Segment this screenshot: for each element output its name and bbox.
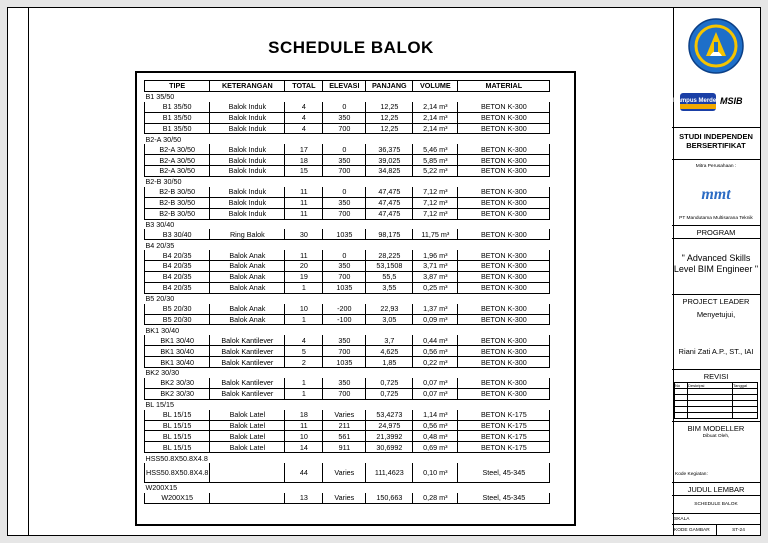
table-cell: 700 xyxy=(323,272,366,283)
table-cell: 5,22 m³ xyxy=(413,166,458,177)
group-label: B2-A 30/50 xyxy=(145,134,182,144)
table-cell: Balok Induk xyxy=(210,123,285,134)
table-cell xyxy=(210,493,285,503)
table-cell: BETON K-300 xyxy=(458,250,550,260)
column-header: TIPE xyxy=(145,81,210,92)
table-cell: BL 15/15 xyxy=(145,442,210,453)
table-cell: 21,3992 xyxy=(366,431,413,442)
table-cell: 34,825 xyxy=(366,166,413,177)
table-row xyxy=(145,314,550,325)
column-header: KETERANGAN xyxy=(210,81,285,92)
table-row xyxy=(145,420,550,431)
judul-label-section xyxy=(672,482,760,496)
table-row xyxy=(145,410,550,420)
table-row xyxy=(145,272,550,283)
table-cell: Balok Anak xyxy=(210,261,285,272)
table-cell: BETON K-300 xyxy=(458,208,550,219)
table-row xyxy=(145,250,550,260)
table-cell: 0,09 m³ xyxy=(413,314,458,325)
group-label: B1 35/50 xyxy=(145,92,175,102)
mitra-name: PT Mandutama Multisarana Teknik xyxy=(679,216,753,221)
table-cell: B3 30/40 xyxy=(145,229,210,239)
table-cell: 3,55 xyxy=(366,282,413,293)
table-cell: Balok Latel xyxy=(210,410,285,420)
table-cell: 350 xyxy=(323,335,366,345)
table-cell: B5 20/30 xyxy=(145,314,210,325)
table-cell: Ring Balok xyxy=(210,229,285,239)
group-label: B3 30/40 xyxy=(145,219,175,229)
table-cell: 350 xyxy=(323,378,366,388)
judul-lembar-label: JUDUL LEMBAR xyxy=(687,485,745,494)
table-cell: 1035 xyxy=(323,357,366,368)
table-cell: BETON K-300 xyxy=(458,123,550,134)
table-cell: Varies xyxy=(323,410,366,420)
table-cell: B2-B 30/50 xyxy=(145,187,210,197)
table-cell: 11 xyxy=(285,187,323,197)
table-cell: 3,87 m³ xyxy=(413,272,458,283)
table-cell: 1035 xyxy=(323,229,366,239)
group-label: BL 15/15 xyxy=(145,400,175,410)
leader-approve: Menyetujui, xyxy=(696,310,736,319)
kampus-merdeka-text: Kampus Merdeka xyxy=(673,98,723,104)
group-row xyxy=(145,219,550,229)
table-cell: 0,22 m³ xyxy=(413,357,458,368)
table-cell: 0,07 m³ xyxy=(413,388,458,399)
table-cell: 1,85 xyxy=(366,357,413,368)
table-cell: Balok Anak xyxy=(210,282,285,293)
group-label: BK2 30/30 xyxy=(145,368,180,378)
table-cell: 13 xyxy=(285,493,323,503)
table-cell: BETON K-300 xyxy=(458,357,550,368)
table-row xyxy=(145,346,550,357)
table-cell: Balok Induk xyxy=(210,208,285,219)
table-row xyxy=(145,187,550,197)
program-name-section xyxy=(672,238,760,295)
table-cell: Balok Kantilever xyxy=(210,335,285,345)
table-cell: 44 xyxy=(285,463,323,483)
table-row xyxy=(145,282,550,293)
table-row xyxy=(145,357,550,368)
table-cell: BETON K-300 xyxy=(458,272,550,283)
modeller-label-section xyxy=(672,421,760,435)
table-cell: BETON K-300 xyxy=(458,304,550,314)
table-cell: BETON K-175 xyxy=(458,420,550,431)
bim-modeller-label: BIM MODELLER xyxy=(687,424,745,433)
tut-wuri-handayani-logo xyxy=(686,18,746,74)
table-cell: -100 xyxy=(323,314,366,325)
group-row xyxy=(145,453,550,463)
column-header: MATERIAL xyxy=(458,81,550,92)
skala-label: SKALA xyxy=(674,517,690,522)
table-cell: B4 20/35 xyxy=(145,282,210,293)
schedule-frame xyxy=(135,71,576,526)
table-cell: 111,4623 xyxy=(366,463,413,483)
table-cell: B5 20/30 xyxy=(145,304,210,314)
table-cell: 1,14 m³ xyxy=(413,410,458,420)
table-cell: 39,025 xyxy=(366,155,413,166)
modeller-by: Dibuat Oleh, xyxy=(702,434,730,439)
table-cell: BETON K-300 xyxy=(458,314,550,325)
table-cell: HSS50.8X50.8X4.8 xyxy=(145,463,210,483)
table-cell: Balok Induk xyxy=(210,144,285,154)
table-cell: BETON K-300 xyxy=(458,144,550,154)
table-cell: 55,5 xyxy=(366,272,413,283)
table-cell: 36,375 xyxy=(366,144,413,154)
leader-section xyxy=(672,307,760,369)
table-cell: BETON K-300 xyxy=(458,261,550,272)
table-cell: BL 15/15 xyxy=(145,431,210,442)
table-row xyxy=(145,229,550,239)
table-cell: B4 20/35 xyxy=(145,272,210,283)
table-cell: Steel, 45-345 xyxy=(458,493,550,503)
table-cell: B2-A 30/50 xyxy=(145,166,210,177)
table-cell: 2,14 m³ xyxy=(413,112,458,123)
table-cell: 24,975 xyxy=(366,420,413,431)
kampus-merdeka-logo xyxy=(673,90,723,114)
project-leader-label: PROJECT LEADER xyxy=(682,297,750,306)
table-cell: 1035 xyxy=(323,282,366,293)
table-cell: Balok Latel xyxy=(210,420,285,431)
column-header: VOLUME xyxy=(413,81,458,92)
table-cell: 3,05 xyxy=(366,314,413,325)
group-label: B4 20/35 xyxy=(145,240,175,250)
table-cell: Balok Induk xyxy=(210,166,285,177)
program-name: " Advanced Skills Level BIM Engineer " xyxy=(673,253,759,275)
table-cell: BETON K-300 xyxy=(458,112,550,123)
table-cell: 1 xyxy=(285,378,323,388)
table-cell: Balok Anak xyxy=(210,304,285,314)
revision-table xyxy=(674,382,758,419)
table-cell: 700 xyxy=(323,166,366,177)
table-cell: BL 15/15 xyxy=(145,420,210,431)
table-cell: 150,663 xyxy=(366,493,413,503)
table-cell: 700 xyxy=(323,208,366,219)
table-cell: BK2 30/30 xyxy=(145,378,210,388)
table-cell: BL 15/15 xyxy=(145,410,210,420)
table-row xyxy=(145,208,550,219)
modeller-section xyxy=(672,434,760,482)
table-row xyxy=(145,463,550,483)
table-row xyxy=(145,144,550,154)
group-row xyxy=(145,368,550,378)
table-cell: 20 xyxy=(285,261,323,272)
table-cell: Varies xyxy=(323,463,366,483)
table-cell: 350 xyxy=(323,197,366,208)
table-cell: B1 35/50 xyxy=(145,123,210,134)
table-row xyxy=(145,197,550,208)
table-cell: W200X15 xyxy=(145,493,210,503)
schedule-table xyxy=(144,80,550,504)
table-row xyxy=(145,442,550,453)
table-cell: 98,175 xyxy=(366,229,413,239)
table-cell: 11,75 m³ xyxy=(413,229,458,239)
table-cell: 0,69 m³ xyxy=(413,442,458,453)
table-cell: BETON K-300 xyxy=(458,388,550,399)
table-cell: 12,25 xyxy=(366,112,413,123)
table-cell: 3,7 xyxy=(366,335,413,345)
table-cell: B2-B 30/50 xyxy=(145,208,210,219)
table-cell: 0,07 m³ xyxy=(413,378,458,388)
table-cell: 12,25 xyxy=(366,102,413,112)
program-title: STUDI INDEPENDEN BERSERTIFIKAT xyxy=(679,132,753,151)
table-cell: 47,475 xyxy=(366,197,413,208)
table-cell: BETON K-300 xyxy=(458,229,550,239)
table-cell: 1 xyxy=(285,314,323,325)
kode-gambar-section xyxy=(672,524,760,536)
table-cell: 700 xyxy=(323,388,366,399)
table-cell: Balok Anak xyxy=(210,250,285,260)
table-body xyxy=(145,91,550,503)
table-cell: 4,625 xyxy=(366,346,413,357)
table-cell: BETON K-300 xyxy=(458,378,550,388)
table-cell: 5,85 m³ xyxy=(413,155,458,166)
program-title-section xyxy=(672,127,760,160)
table-cell: 911 xyxy=(323,442,366,453)
table-cell: 0,48 m³ xyxy=(413,431,458,442)
table-cell: Balok Kantilever xyxy=(210,378,285,388)
table-row xyxy=(145,378,550,388)
group-label: W200X15 xyxy=(145,483,178,493)
table-cell: 11 xyxy=(285,420,323,431)
table-cell xyxy=(210,463,285,483)
group-label: B5 20/30 xyxy=(145,294,175,304)
table-cell: 4 xyxy=(285,112,323,123)
table-cell: Balok Induk xyxy=(210,187,285,197)
table-cell: Balok Kantilever xyxy=(210,346,285,357)
table-row xyxy=(145,166,550,177)
kode-kegiatan: Kode Kegiatan: xyxy=(675,472,708,477)
table-cell: 0,10 m³ xyxy=(413,463,458,483)
group-row xyxy=(145,325,550,335)
table-cell: 28,225 xyxy=(366,250,413,260)
drawing-area xyxy=(28,8,674,535)
table-cell: BETON K-300 xyxy=(458,282,550,293)
table-row xyxy=(145,261,550,272)
table-cell: 14 xyxy=(285,442,323,453)
program-label-section xyxy=(672,225,760,239)
table-cell: 350 xyxy=(323,112,366,123)
msib-logo: MSIB xyxy=(720,96,743,106)
table-cell: 4 xyxy=(285,123,323,134)
table-cell: BETON K-300 xyxy=(458,187,550,197)
table-cell: 11 xyxy=(285,208,323,219)
table-header-row xyxy=(145,81,550,92)
table-cell: 0,725 xyxy=(366,378,413,388)
table-cell: 30 xyxy=(285,229,323,239)
table-cell: 0,725 xyxy=(366,388,413,399)
table-row xyxy=(145,335,550,345)
table-cell: BETON K-175 xyxy=(458,410,550,420)
revisi-desc-header: Deskripsi xyxy=(688,383,733,389)
table-cell: 47,475 xyxy=(366,187,413,197)
group-row xyxy=(145,177,550,187)
judul-lembar-value: SCHEDULE BALOK xyxy=(694,502,738,507)
column-header: TOTAL xyxy=(285,81,323,92)
leader-label-section xyxy=(672,294,760,308)
group-row xyxy=(145,293,550,303)
table-cell: Balok Latel xyxy=(210,442,285,453)
group-row xyxy=(145,483,550,493)
table-cell: 0 xyxy=(323,250,366,260)
group-row xyxy=(145,240,550,250)
table-cell: B2-B 30/50 xyxy=(145,197,210,208)
group-row xyxy=(145,134,550,144)
table-cell: 3,71 m³ xyxy=(413,261,458,272)
table-cell: 7,12 m³ xyxy=(413,208,458,219)
table-cell: 22,93 xyxy=(366,304,413,314)
table-cell: 15 xyxy=(285,166,323,177)
table-cell: BK1 30/40 xyxy=(145,335,210,345)
table-cell: Balok Anak xyxy=(210,314,285,325)
table-cell: Balok Induk xyxy=(210,197,285,208)
table-cell: 0,25 m³ xyxy=(413,282,458,293)
table-cell: BETON K-300 xyxy=(458,346,550,357)
revisi-date-header: Tanggal xyxy=(733,383,758,389)
table-cell: BETON K-300 xyxy=(458,197,550,208)
table-cell: 7,12 m³ xyxy=(413,197,458,208)
judul-value-section xyxy=(672,495,760,514)
table-row xyxy=(145,112,550,123)
table-cell: 19 xyxy=(285,272,323,283)
table-cell: BETON K-175 xyxy=(458,442,550,453)
table-cell: 0,56 m³ xyxy=(413,346,458,357)
table-cell: 2,14 m³ xyxy=(413,102,458,112)
table-cell: B1 35/50 xyxy=(145,102,210,112)
mmt-logo-text: mmt xyxy=(701,186,731,203)
group-label: B2-B 30/50 xyxy=(145,177,182,187)
table-cell: Balok Induk xyxy=(210,112,285,123)
title-block xyxy=(672,8,760,535)
table-cell: BETON K-300 xyxy=(458,335,550,345)
revisi-label-section xyxy=(672,369,760,383)
program-label: PROGRAM xyxy=(696,228,736,237)
sheet-title: SCHEDULE BALOK xyxy=(268,38,434,57)
table-row xyxy=(145,102,550,112)
table-cell: 561 xyxy=(323,431,366,442)
group-row xyxy=(145,91,550,101)
group-label: BK1 30/40 xyxy=(145,325,180,335)
table-row xyxy=(145,123,550,134)
table-cell: B2-A 30/50 xyxy=(145,155,210,166)
table-cell: 12,25 xyxy=(366,123,413,134)
table-cell: BK2 30/30 xyxy=(145,388,210,399)
logo-area xyxy=(672,8,760,127)
mmt-logo xyxy=(696,178,736,208)
drawing-sheet xyxy=(7,7,761,536)
leader-name: Riani Zati A.P., ST., IAI xyxy=(678,347,754,356)
table-row xyxy=(145,304,550,314)
table-cell: BK1 30/40 xyxy=(145,346,210,357)
table-cell: 1,96 m³ xyxy=(413,250,458,260)
table-cell: 0 xyxy=(323,102,366,112)
table-cell: 0,44 m³ xyxy=(413,335,458,345)
table-cell: -200 xyxy=(323,304,366,314)
table-cell: 17 xyxy=(285,144,323,154)
table-cell: 10 xyxy=(285,431,323,442)
table-cell: 5 xyxy=(285,346,323,357)
table-cell: 18 xyxy=(285,410,323,420)
table-cell: 700 xyxy=(323,123,366,134)
table-cell: 47,475 xyxy=(366,208,413,219)
table-cell: 53,1508 xyxy=(366,261,413,272)
group-row xyxy=(145,399,550,409)
table-cell: Balok Anak xyxy=(210,272,285,283)
table-cell: BETON K-175 xyxy=(458,431,550,442)
table-cell: 0,56 m³ xyxy=(413,420,458,431)
table-cell: 700 xyxy=(323,346,366,357)
mitra-section xyxy=(672,159,760,226)
table-cell: 1 xyxy=(285,282,323,293)
table-cell: Balok Latel xyxy=(210,431,285,442)
table-cell: 30,6992 xyxy=(366,442,413,453)
table-row xyxy=(145,493,550,503)
table-cell: B2-A 30/50 xyxy=(145,144,210,154)
table-cell: 350 xyxy=(323,155,366,166)
table-cell: BK1 30/40 xyxy=(145,357,210,368)
table-cell: BETON K-300 xyxy=(458,155,550,166)
table-cell: Balok Kantilever xyxy=(210,357,285,368)
table-cell: 0,28 m³ xyxy=(413,493,458,503)
table-cell: 18 xyxy=(285,155,323,166)
kode-gambar-label: KODE GAMBAR xyxy=(674,528,710,533)
column-header: PANJANG xyxy=(366,81,413,92)
table-cell: 211 xyxy=(323,420,366,431)
table-cell: 0 xyxy=(323,187,366,197)
column-header: ELEVASI xyxy=(323,81,366,92)
table-cell: B4 20/35 xyxy=(145,261,210,272)
table-cell: 2,14 m³ xyxy=(413,123,458,134)
mitra-label: Mitra Perusahaan : xyxy=(695,164,737,169)
table-cell: Balok Induk xyxy=(210,102,285,112)
table-cell: Balok Induk xyxy=(210,155,285,166)
table-row xyxy=(145,155,550,166)
table-cell: Steel, 45-345 xyxy=(458,463,550,483)
table-cell: 11 xyxy=(285,197,323,208)
table-cell: 11 xyxy=(285,250,323,260)
table-cell: 5,46 m³ xyxy=(413,144,458,154)
table-cell: 10 xyxy=(285,304,323,314)
table-cell: 350 xyxy=(323,261,366,272)
table-cell: 2 xyxy=(285,357,323,368)
revisi-label: REVISI xyxy=(703,372,729,381)
table-row xyxy=(145,431,550,442)
table-cell: 4 xyxy=(285,102,323,112)
table-cell: 1 xyxy=(285,388,323,399)
table-cell: B1 35/50 xyxy=(145,112,210,123)
revisi-no-header: No xyxy=(675,383,688,389)
kode-gambar-value: ST-24 xyxy=(716,525,760,536)
table-cell: 1,37 m³ xyxy=(413,304,458,314)
table-cell: BETON K-300 xyxy=(458,102,550,112)
table-cell: 4 xyxy=(285,335,323,345)
table-cell: B4 20/35 xyxy=(145,250,210,260)
table-cell: Varies xyxy=(323,493,366,503)
table-row xyxy=(145,388,550,399)
table-cell: BETON K-300 xyxy=(458,166,550,177)
table-cell: 7,12 m³ xyxy=(413,187,458,197)
table-cell: Balok Kantilever xyxy=(210,388,285,399)
table-cell: 53,4273 xyxy=(366,410,413,420)
group-label: HSS50.8X50.8X4.8 xyxy=(145,453,208,463)
table-cell: 0 xyxy=(323,144,366,154)
